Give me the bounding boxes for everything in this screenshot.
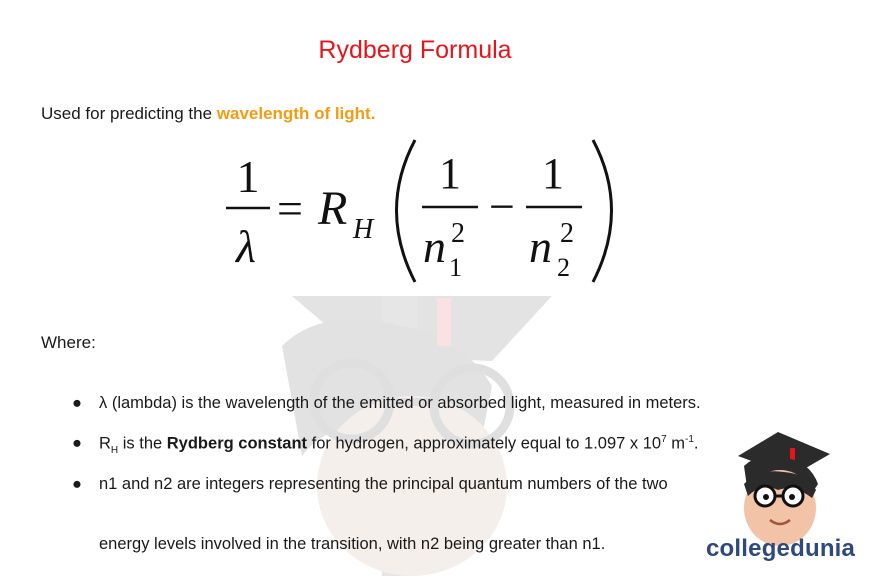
formula-term1-denominator: n — [423, 221, 446, 272]
formula-minus: − — [489, 181, 515, 232]
unit-text: m — [666, 434, 686, 453]
where-label: Where: — [41, 333, 96, 352]
rydberg-symbol: R — [99, 434, 111, 453]
bullet-icon: ● — [72, 475, 82, 493]
rydberg-formula — [210, 130, 630, 290]
text-pre: is the — [118, 434, 167, 453]
exponent-minus-one: -1 — [685, 434, 694, 445]
intro-prefix: Used for predicting the — [41, 104, 217, 123]
formula-left-numerator: 1 — [236, 151, 260, 202]
formula-left-paren — [397, 140, 416, 282]
formula-term1-numerator: 1 — [439, 149, 461, 198]
list-item-continuation: energy levels involved in the transition, with n2 being greater than n1. — [99, 535, 606, 553]
text-post: for hydrogen, approximately equal to 1.097 x 10 — [311, 434, 662, 453]
formula-term2-numerator: 1 — [542, 149, 564, 198]
formula-term2-superscript: 2 — [560, 218, 574, 249]
bullet-icon: ● — [72, 434, 82, 452]
formula-term1-subscript: 1 — [449, 253, 462, 282]
list-item-text: n1 and n2 are integers representing the principal quantum numbers of the two — [99, 475, 668, 493]
intro-line — [41, 104, 375, 124]
page-title: Rydberg Formula — [318, 36, 512, 64]
formula-equals: = — [277, 183, 303, 234]
bullet-icon: ● — [72, 394, 82, 412]
formula-term1-superscript: 2 — [451, 218, 465, 249]
brand-logo-text: collegedunia — [706, 535, 856, 562]
formula-constant-subscript: H — [353, 214, 374, 245]
watermark-mascot-icon — [262, 286, 572, 576]
intro-highlight: wavelength of light. — [216, 104, 376, 123]
formula-right-paren — [593, 140, 612, 282]
rydberg-subscript: H — [110, 444, 119, 456]
list-item-text: λ (lambda) is the wavelength of the emitted or absorbed light, measured in meters. — [99, 394, 701, 412]
formula-constant-symbol: R — [318, 182, 348, 235]
formula-term2-subscript: 2 — [557, 253, 570, 282]
list-item-text — [99, 434, 699, 456]
exponent-seven: 7 — [661, 434, 667, 445]
text-end: . — [693, 434, 699, 453]
formula-left-denominator: λ — [236, 221, 256, 272]
formula-term2-denominator: n — [529, 221, 552, 272]
rydberg-constant-term: Rydberg constant — [166, 434, 312, 453]
